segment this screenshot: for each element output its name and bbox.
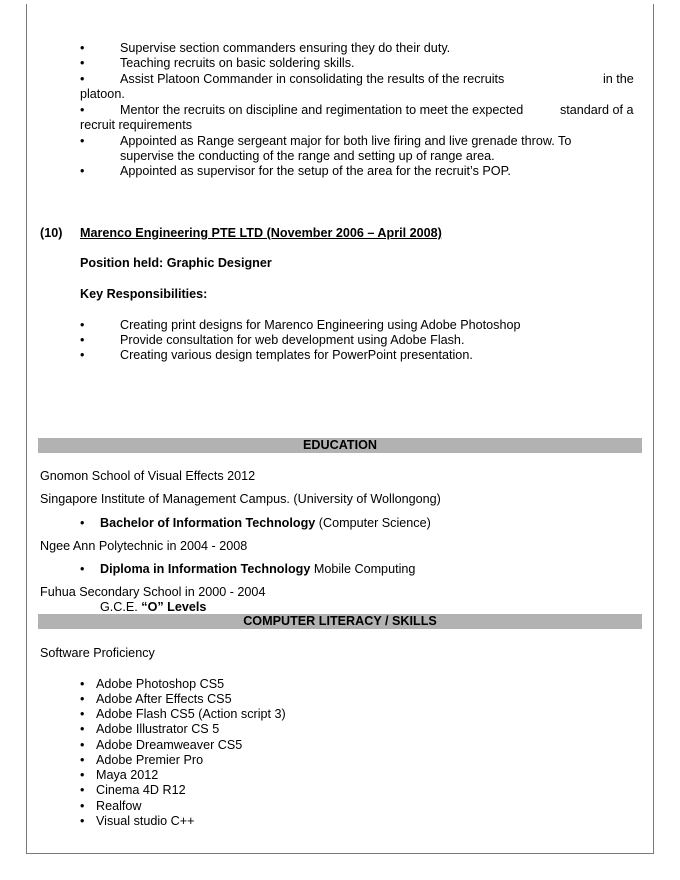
bullet: • xyxy=(80,707,85,721)
duty-item: Teaching recruits on basic soldering skills. xyxy=(120,56,355,70)
duty-item: Appointed as Range sergeant major for both live firing and live grenade throw. To xyxy=(120,134,572,148)
bullet: • xyxy=(80,103,85,117)
bullet: • xyxy=(80,799,85,813)
bullet: • xyxy=(80,516,85,530)
bullet: • xyxy=(80,72,85,86)
degree-title: Diploma in Information Technology xyxy=(100,562,311,576)
skill-item: Visual studio C++ xyxy=(96,814,195,828)
degree-field: (Computer Science) xyxy=(315,516,431,530)
job-company: Marenco Engineering PTE LTD (November 2006 – April 2008) xyxy=(80,226,442,240)
education-school: Singapore Institute of Management Campus. (University of Wollongong) xyxy=(40,492,441,506)
skills-heading: COMPUTER LITERACY / SKILLS xyxy=(38,614,642,629)
bullet: • xyxy=(80,164,85,178)
bullet: • xyxy=(80,348,85,362)
responsibility-item: Creating print designs for Marenco Engineering using Adobe Photoshop xyxy=(120,318,521,332)
bullet: • xyxy=(80,722,85,736)
duty-item: Appointed as supervisor for the setup of the area for the recruit’s POP. xyxy=(120,164,511,178)
duty-item-tail: in the xyxy=(603,72,634,86)
bullet: • xyxy=(80,318,85,332)
duty-item-wrap: recruit requirements xyxy=(80,118,192,132)
bullet: • xyxy=(80,783,85,797)
bullet: • xyxy=(80,56,85,70)
duty-item: Mentor the recruits on discipline and regimentation to meet the expected xyxy=(120,103,524,117)
job-position: Position held: Graphic Designer xyxy=(80,256,272,270)
gce-level: “O” Levels xyxy=(141,600,207,614)
skills-subheading: Software Proficiency xyxy=(40,646,155,660)
skill-item: Adobe Dreamweaver CS5 xyxy=(96,738,243,752)
skill-item: Adobe Flash CS5 (Action script 3) xyxy=(96,707,286,721)
bullet: • xyxy=(80,768,85,782)
education-school: Ngee Ann Polytechnic in 2004 - 2008 xyxy=(40,539,248,553)
bullet: • xyxy=(80,134,85,148)
duty-item-tail: standard of a xyxy=(560,103,634,117)
education-heading: EDUCATION xyxy=(38,438,642,453)
skill-item: Realfow xyxy=(96,799,142,813)
duty-item-wrap: platoon. xyxy=(80,87,125,101)
skill-item: Adobe Illustrator CS 5 xyxy=(96,722,220,736)
skill-item: Adobe Premier Pro xyxy=(96,753,204,767)
responsibility-item: Provide consultation for web development using Adobe Flash. xyxy=(120,333,465,347)
bullet: • xyxy=(80,814,85,828)
skill-item: Adobe After Effects CS5 xyxy=(96,692,232,706)
education-degree xyxy=(100,516,431,531)
education-school: Fuhua Secondary School in 2000 - 2004 xyxy=(40,585,266,599)
bullet: • xyxy=(80,333,85,347)
responsibility-item: Creating various design templates for PowerPoint presentation. xyxy=(120,348,473,362)
skill-item: Maya 2012 xyxy=(96,768,159,782)
bullet: • xyxy=(80,562,85,576)
gce-prefix: G.C.E. xyxy=(100,600,142,614)
bullet: • xyxy=(80,753,85,767)
education-school: Gnomon School of Visual Effects 2012 xyxy=(40,469,256,483)
duty-item: Assist Platoon Commander in consolidating the results of the recruits xyxy=(120,72,505,86)
bullet: • xyxy=(80,41,85,55)
degree-field: Mobile Computing xyxy=(310,562,416,576)
bullet: • xyxy=(80,677,85,691)
duty-item-wrap: supervise the conducting of the range and setting up of range area. xyxy=(120,149,495,163)
degree-title: Bachelor of Information Technology xyxy=(100,516,316,530)
skill-item: Cinema 4D R12 xyxy=(96,783,186,797)
education-degree xyxy=(100,562,415,577)
education-gce xyxy=(100,600,206,615)
bullet: • xyxy=(80,738,85,752)
skill-item: Adobe Photoshop CS5 xyxy=(96,677,225,691)
job-number: (10) xyxy=(40,226,63,240)
job-key-responsibilities: Key Responsibilities: xyxy=(80,287,208,301)
bullet: • xyxy=(80,692,85,706)
duty-item: Supervise section commanders ensuring they do their duty. xyxy=(120,41,451,55)
